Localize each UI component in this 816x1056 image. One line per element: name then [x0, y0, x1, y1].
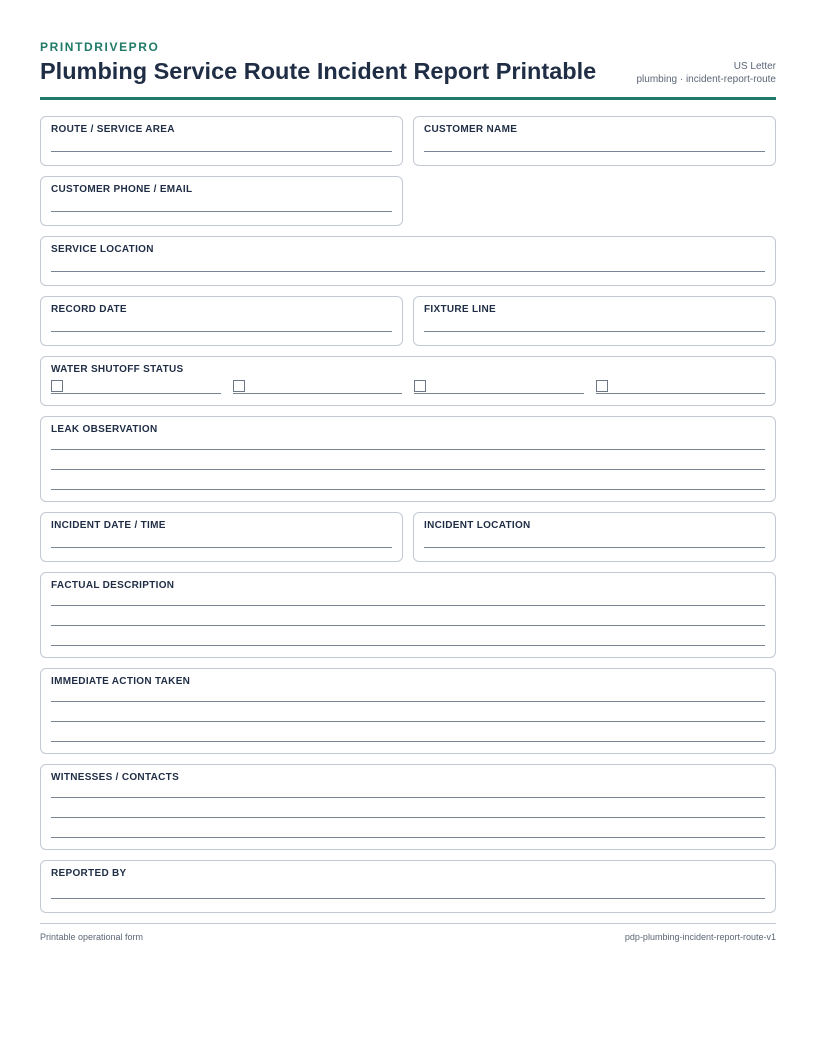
route-field[interactable] — [40, 116, 403, 166]
incident-location-label: INCIDENT LOCATION — [424, 520, 531, 531]
customer-name-line[interactable] — [424, 136, 765, 152]
form-tag: plumbing · incident-report-route — [636, 74, 776, 85]
record-date-line[interactable] — [51, 316, 392, 332]
service-location-line[interactable] — [51, 256, 765, 272]
route-line[interactable] — [51, 136, 392, 152]
shutoff-option-1[interactable] — [51, 378, 221, 394]
brand-name: PRINTDRIVEPRO — [40, 40, 160, 54]
header — [40, 54, 776, 100]
factual-description-line-3[interactable] — [51, 626, 765, 646]
immediate-action-line-1[interactable] — [51, 688, 765, 702]
route-label: ROUTE / SERVICE AREA — [51, 124, 175, 135]
factual-description-field[interactable] — [40, 572, 776, 658]
customer-name-label: CUSTOMER NAME — [424, 124, 518, 135]
customer-contact-line[interactable] — [51, 196, 392, 212]
leak-observation-label: LEAK OBSERVATION — [51, 424, 158, 435]
checkbox-1[interactable] — [51, 380, 63, 392]
page-footer — [40, 923, 776, 942]
service-location-field[interactable] — [40, 236, 776, 286]
factual-description-label: FACTUAL DESCRIPTION — [51, 580, 175, 591]
checkbox-2[interactable] — [233, 380, 245, 392]
paper-size: US Letter — [733, 61, 776, 72]
incident-datetime-line[interactable] — [51, 532, 392, 548]
record-date-label: RECORD DATE — [51, 304, 127, 315]
customer-contact-field[interactable] — [40, 176, 403, 226]
fixture-line-line[interactable] — [424, 316, 765, 332]
leak-observation-field[interactable] — [40, 416, 776, 502]
immediate-action-line-3[interactable] — [51, 722, 765, 742]
witnesses-field[interactable] — [40, 764, 776, 850]
leak-observation-line-3[interactable] — [51, 470, 765, 490]
checkbox-4[interactable] — [596, 380, 608, 392]
immediate-action-field[interactable] — [40, 668, 776, 754]
reported-by-field[interactable] — [40, 860, 776, 913]
footer-left: Printable operational form — [40, 932, 144, 942]
shutoff-option-2[interactable] — [233, 378, 403, 394]
customer-contact-label: CUSTOMER PHONE / EMAIL — [51, 184, 193, 195]
witnesses-line-1[interactable] — [51, 784, 765, 798]
reported-by-line[interactable] — [51, 880, 765, 899]
shutoff-option-4[interactable] — [596, 378, 766, 394]
factual-description-line-1[interactable] — [51, 592, 765, 606]
fixture-line-field[interactable] — [413, 296, 776, 346]
customer-name-field[interactable] — [413, 116, 776, 166]
incident-datetime-label: INCIDENT DATE / TIME — [51, 520, 166, 531]
factual-description-line-2[interactable] — [51, 606, 765, 626]
witnesses-line-3[interactable] — [51, 818, 765, 838]
service-location-label: SERVICE LOCATION — [51, 244, 154, 255]
incident-location-field[interactable] — [413, 512, 776, 562]
form-body — [40, 116, 776, 913]
reported-by-label: REPORTED BY — [51, 868, 127, 879]
witnesses-line-2[interactable] — [51, 798, 765, 818]
incident-datetime-field[interactable] — [40, 512, 403, 562]
shutoff-option-3[interactable] — [414, 378, 584, 394]
incident-location-line[interactable] — [424, 532, 765, 548]
footer-right: pdp-plumbing-incident-report-route-v1 — [624, 932, 776, 942]
leak-observation-line-1[interactable] — [51, 436, 765, 450]
header-meta — [636, 60, 776, 86]
water-shutoff-label: WATER SHUTOFF STATUS — [51, 364, 184, 375]
witnesses-label: WITNESSES / CONTACTS — [51, 772, 180, 783]
water-shutoff-options — [51, 378, 765, 394]
leak-observation-line-2[interactable] — [51, 450, 765, 470]
fixture-line-label: FIXTURE LINE — [424, 304, 496, 315]
form-page — [40, 40, 776, 923]
immediate-action-label: IMMEDIATE ACTION TAKEN — [51, 676, 191, 687]
checkbox-3[interactable] — [414, 380, 426, 392]
immediate-action-line-2[interactable] — [51, 702, 765, 722]
page-title: Plumbing Service Route Incident Report Printable — [40, 58, 597, 84]
water-shutoff-field — [40, 356, 776, 406]
record-date-field[interactable] — [40, 296, 403, 346]
